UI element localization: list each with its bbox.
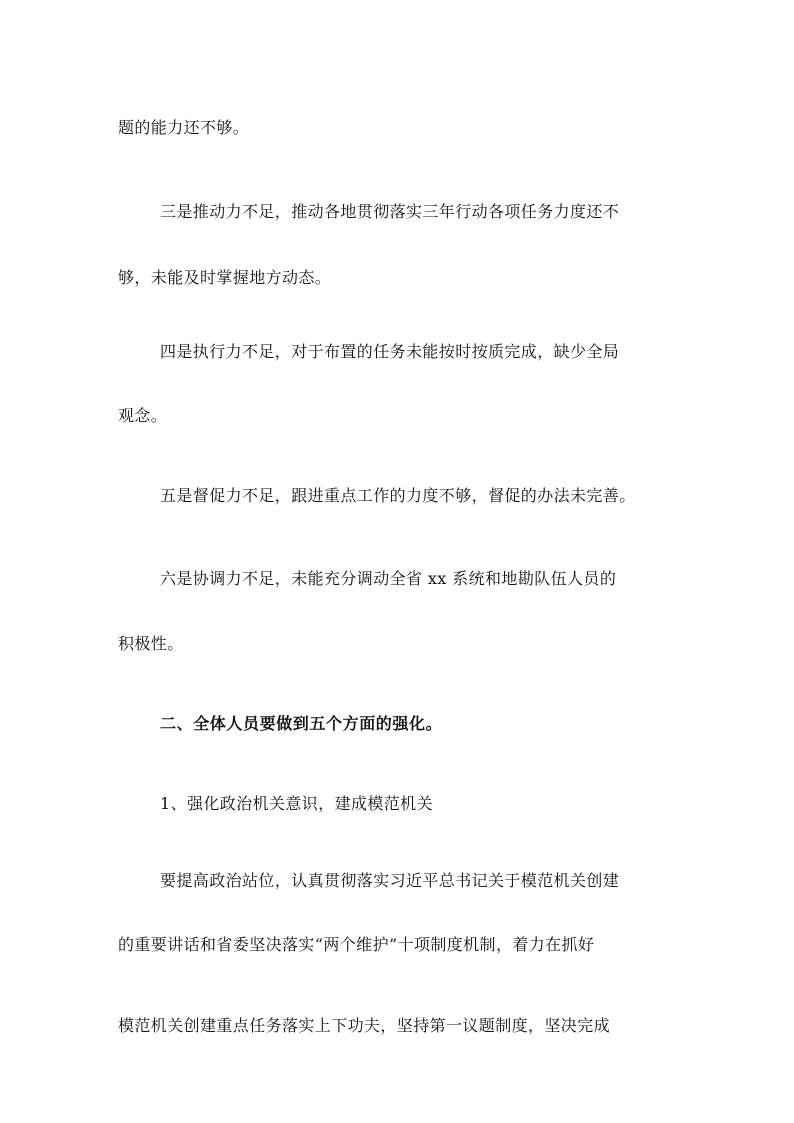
paragraph-line: 的重要讲话和省委坚决落实“两个维护”十项制度机制，着力在抓好 <box>118 935 595 954</box>
paragraph-line: 六是协调力不足，未能充分调动全省 xx 系统和地勘队伍人员的 <box>160 569 617 588</box>
paragraph-line: 模范机关创建重点任务落实上下功夫，坚持第一议题制度，坚决完成 <box>118 1016 611 1035</box>
subsection-heading: 1、强化政治机关意识，建成模范机关 <box>160 794 433 813</box>
paragraph-line: 四是执行力不足，对于布置的任务未能按时按质完成，缺少全局 <box>160 342 620 361</box>
paragraph-line: 题的能力还不够。 <box>118 118 250 137</box>
paragraph-line: 三是推动力不足，推动各地贯彻落实三年行动各项任务力度还不 <box>160 202 620 221</box>
paragraph-line: 积极性。 <box>118 634 184 653</box>
paragraph-line: 观念。 <box>118 406 168 425</box>
paragraph-line: 要提高政治站位，认真贯彻落实习近平总书记关于模范机关创建 <box>160 871 620 890</box>
paragraph-line: 够，未能及时掌握地方动态。 <box>118 268 332 287</box>
paragraph-line: 五是督促力不足，跟进重点工作的力度不够，督促的办法未完善。 <box>160 486 636 505</box>
section-heading: 二、全体人员要做到五个方面的强化。 <box>160 714 443 733</box>
